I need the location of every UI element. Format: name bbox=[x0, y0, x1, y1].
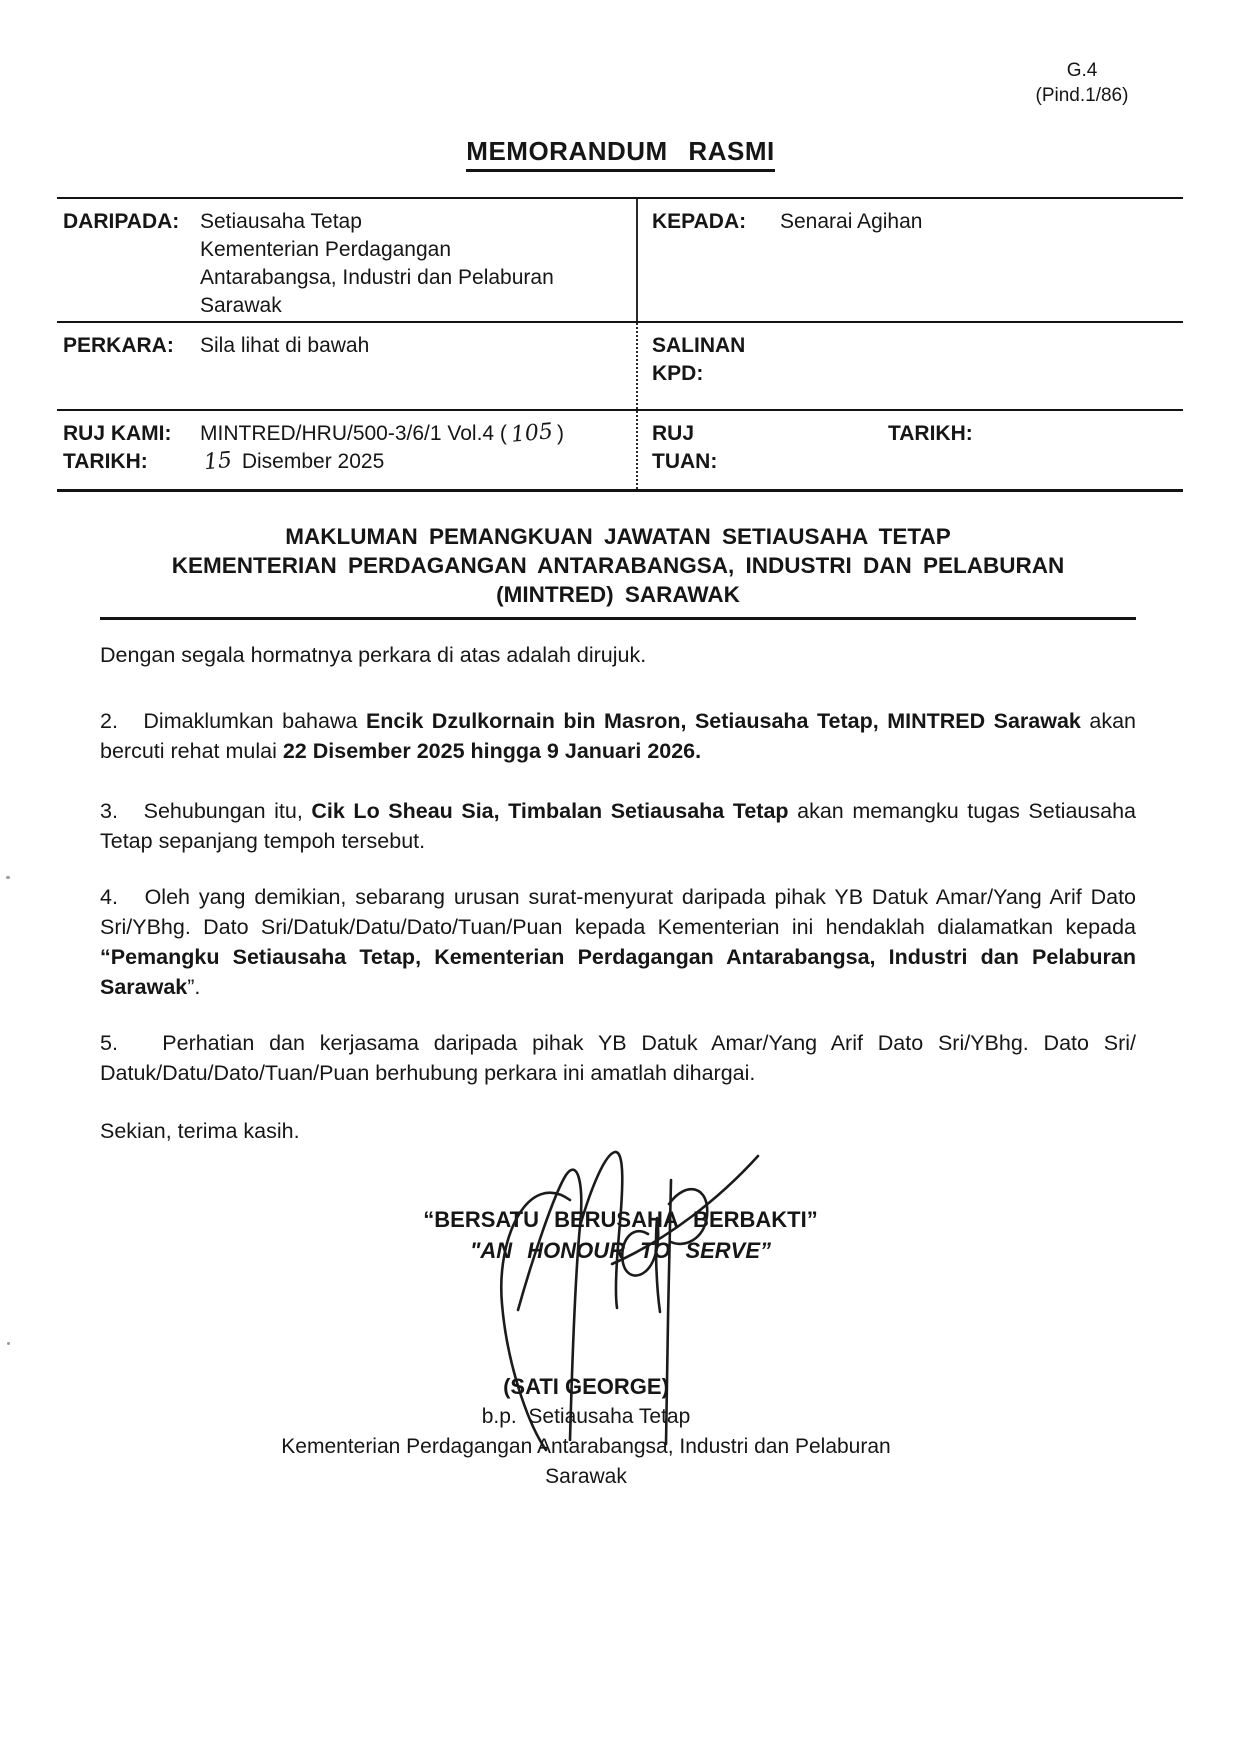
paragraph-2: 2. Dimaklumkan bahawa Encik Dzulkornain bin Masron, Setiausaha Tetap, MINTRED Sarawak akan bercuti rehat mulai 22 Disember 2025 hingga 9 Januari 2026. bbox=[100, 709, 1137, 763]
tarikh-handwritten-day: 15 bbox=[202, 447, 233, 476]
daripada-line: Kementerian Perdagangan bbox=[200, 238, 452, 261]
table-row-perkara-salinan bbox=[57, 323, 1183, 411]
table-row-rujukan-tarikh bbox=[57, 411, 1183, 489]
subject-heading bbox=[100, 522, 1136, 620]
signature-bp-line: b.p. Setiausaha Tetap bbox=[481, 1405, 691, 1428]
daripada-line: Antarabangsa, Industri dan Pelaburan bbox=[200, 266, 554, 289]
scan-speck bbox=[7, 1342, 10, 1345]
scan-speck bbox=[6, 876, 10, 879]
kepada-label: KEPADA: bbox=[652, 210, 747, 233]
subject-line: (MINTRED) SARAWAK bbox=[496, 582, 740, 607]
ruj-kami-handwritten-number: 105 bbox=[509, 419, 554, 448]
form-code: G.4 bbox=[1066, 60, 1098, 81]
memo-header-table bbox=[57, 197, 1183, 492]
paragraph-1: Dengan segala hormatnya perkara di atas adalah dirujuk. bbox=[100, 643, 647, 667]
daripada-line: Setiausaha Tetap bbox=[200, 210, 362, 233]
tarikh-value: 15 Disember 2025 bbox=[200, 448, 628, 476]
ruj-kami-value: MINTRED/HRU/500-3/6/1 Vol.4 ( 105 ) bbox=[200, 420, 628, 448]
daripada-label: DARIPADA: bbox=[63, 210, 180, 233]
signature-name: (SATI GEORGE) bbox=[503, 1374, 669, 1399]
subject-line: MAKLUMAN PEMANGKUAN JAWATAN SETIAUSAHA TETAP bbox=[285, 524, 951, 549]
signature-org-line: Kementerian Perdagangan Antarabangsa, Industri dan Pelaburan bbox=[281, 1435, 891, 1458]
subject-line: KEMENTERIAN PERDAGANGAN ANTARABANGSA, INDUSTRI DAN PELABURAN bbox=[171, 553, 1065, 578]
perkara-value: Sila lihat di bawah bbox=[200, 334, 370, 357]
tarikh-right-label: TARIKH: bbox=[888, 422, 973, 445]
signature-block bbox=[0, 1372, 1172, 1492]
paragraph-4: 4. Oleh yang demikian, sebarang urusan surat-menyurat daripada pihak YB Datuk Amar/Yang Arif Dato Sri/YBhg. Dato Sri/Datuk/Datu/Dato/Tuan/Puan kepada Kementerian ini hendaklah dialamatkan kepada “Pemangku Setiausaha Tetap, Kementerian Perdagangan Antarabangsa, Industri dan Pelaburan Sarawak”. bbox=[100, 885, 1136, 999]
tarikh-label: TARIKH: bbox=[63, 450, 148, 473]
daripada-line: Sarawak bbox=[200, 294, 282, 317]
paragraph-3: 3. Sehubungan itu, Cik Lo Sheau Sia, Timbalan Setiausaha Tetap akan memangku tugas Setiausaha Tetap sepanjang tempoh tersebut. bbox=[100, 799, 1136, 853]
slogan-line-bm: “BERSATU BERUSAHA BERBAKTI” bbox=[423, 1207, 818, 1232]
table-row-daripada-kepada bbox=[57, 199, 1183, 323]
letter-body bbox=[100, 640, 1136, 1146]
ruj-kami-label: RUJ KAMI: bbox=[63, 422, 172, 445]
daripada-value bbox=[200, 208, 628, 320]
signature-state-line: Sarawak bbox=[545, 1465, 627, 1488]
closing-line: Sekian, terima kasih. bbox=[100, 1119, 300, 1143]
perkara-label: PERKARA: bbox=[63, 334, 174, 357]
document-title bbox=[0, 136, 1241, 167]
slogan-line-en: "AN HONOUR TO SERVE” bbox=[469, 1238, 772, 1263]
form-code-block bbox=[1022, 58, 1142, 108]
document-title-text: MEMORANDUM RASMI bbox=[466, 136, 774, 172]
kepada-value: Senarai Agihan bbox=[780, 210, 923, 233]
salinan-kpd-label: SALINAN KPD: bbox=[652, 334, 746, 385]
form-revision: (Pind.1/86) bbox=[1035, 85, 1129, 106]
ruj-tuan-label: RUJ TUAN: bbox=[652, 422, 718, 473]
paragraph-5: 5. Perhatian dan kerjasama daripada pihak YB Datuk Amar/Yang Arif Dato Sri/YBhg. Dato Sri/ Datuk/Datu/Dato/Tuan/Puan berhubung perkara ini amatlah dihargai. bbox=[100, 1031, 1136, 1085]
